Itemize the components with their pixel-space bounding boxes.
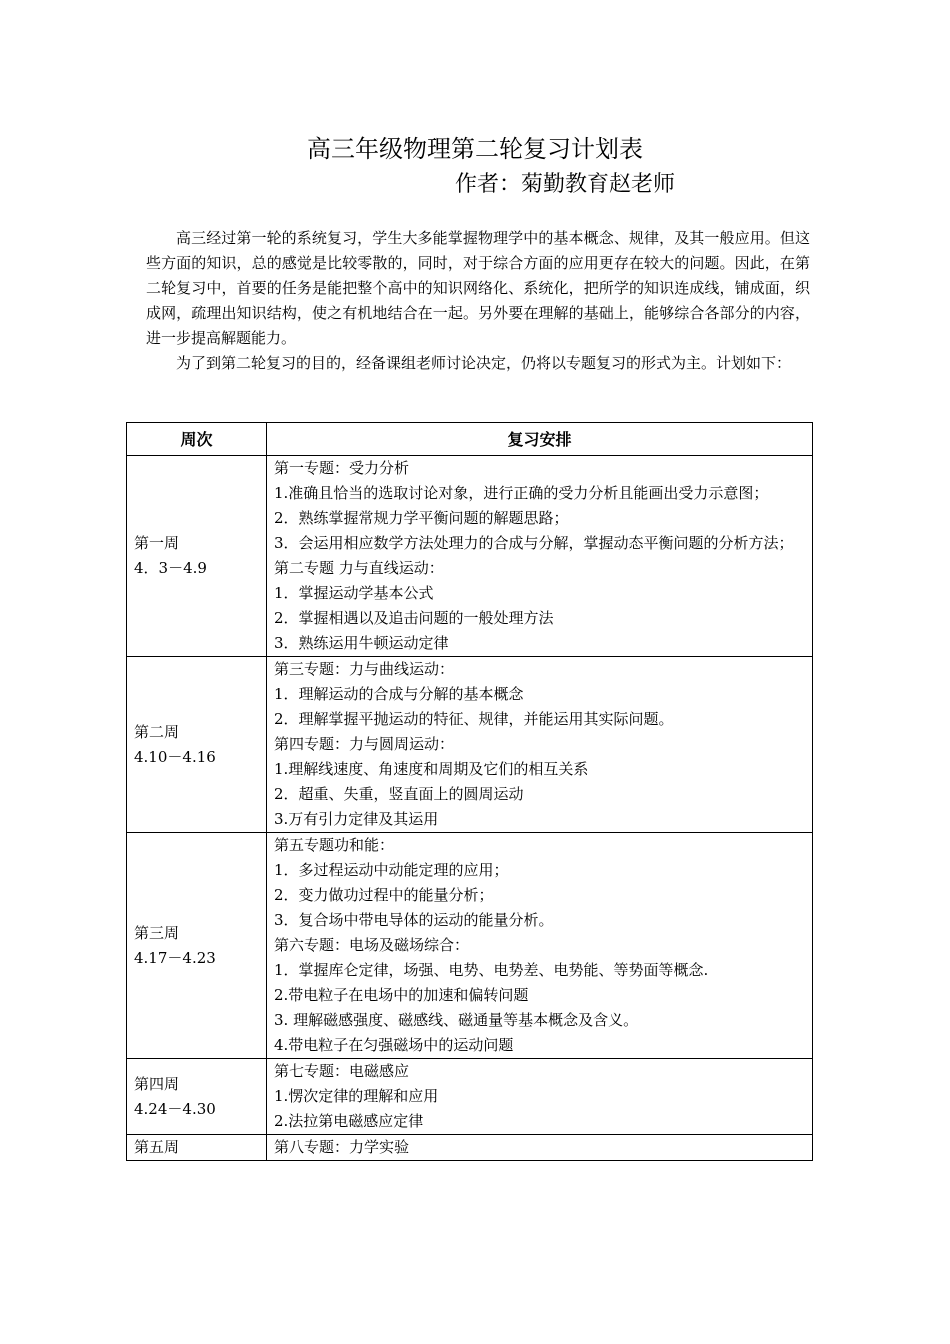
arrangement-line: 第三专题：力与曲线运动： (274, 660, 455, 678)
week-label: 第四周 (134, 1074, 180, 1093)
arrangement-line: 2．掌握相遇以及追击问题的一般处理方法 (274, 609, 554, 627)
table-row (127, 833, 813, 1059)
arrangement-line: 第五专题功和能： (274, 836, 395, 854)
arrangement-line: 3．复合场中带电导体的运动的能量分析。 (274, 911, 554, 929)
arrangement-line: 1．掌握库仑定律，场强、电势、电势差、电势能、等势面等概念. (274, 961, 709, 979)
arrangement-line: 2.带电粒子在电场中的加速和偏转问题 (274, 986, 529, 1004)
arrangement-cell (267, 1135, 813, 1161)
week-label: 第三周 (134, 923, 180, 942)
arrangement-line: 1.理解线速度、角速度和周期及它们的相互关系 (274, 760, 589, 778)
header-week: 周次 (127, 423, 267, 456)
arrangement-cell (267, 833, 813, 1059)
arrangement-line: 1．理解运动的合成与分解的基本概念 (274, 685, 524, 703)
arrangement-line: 3. 理解磁感强度、磁感线、磁通量等基本概念及含义。 (274, 1011, 639, 1029)
arrangement-cell (267, 657, 813, 833)
arrangement-line: 1.愣次定律的理解和应用 (274, 1087, 439, 1105)
week-cell (127, 1059, 267, 1135)
arrangement-line: 1．多过程运动中动能定理的应用； (274, 861, 509, 879)
arrangement-line: 第二专题 力与直线运动： (274, 559, 444, 577)
week-dates: 4.24－4.30 (134, 1099, 216, 1118)
week-cell (127, 833, 267, 1059)
document-author: 作者：菊勤教育赵老师 (455, 172, 676, 197)
arrangement-line: 2.法拉第电磁感应定律 (274, 1112, 424, 1130)
table-row (127, 1135, 813, 1161)
arrangement-line: 2．超重、失重，竖直面上的圆周运动 (274, 785, 524, 803)
table-row (127, 456, 813, 657)
week-label: 第二周 (134, 722, 180, 741)
intro-section (146, 226, 810, 376)
arrangement-line: 3．熟练运用牛顿运动定律 (274, 634, 449, 652)
week-dates: 4.10－4.16 (134, 747, 216, 766)
week-cell (127, 1135, 267, 1161)
table-row (127, 1059, 813, 1135)
table-row (127, 657, 813, 833)
arrangement-line: 第六专题：电场及磁场综合： (274, 936, 470, 954)
arrangement-line: 1．掌握运动学基本公式 (274, 584, 434, 602)
arrangement-line: 4.带电粒子在匀强磁场中的运动问题 (274, 1036, 514, 1054)
arrangement-line: 3．会运用相应数学方法处理力的合成与分解，掌握动态平衡问题的分析方法； (274, 534, 794, 552)
arrangement-line: 第四专题：力与圆周运动： (274, 735, 455, 753)
week-dates: 4.17－4.23 (134, 948, 216, 967)
intro-paragraph: 为了到第二轮复习的目的，经备课组老师讨论决定，仍将以专题复习的形式为主。计划如下： (176, 354, 792, 372)
arrangement-line: 3.万有引力定律及其运用 (274, 810, 439, 828)
arrangement-line: 1.准确且恰当的选取讨论对象，进行正确的受力分析且能画出受力示意图； (274, 484, 769, 502)
intro-paragraph: 高三经过第一轮的系统复习，学生大多能掌握物理学中的基本概念、规律，及其一般应用。但这些方面的知识，总的感觉是比较零散的，同时，对于综合方面的应用更存在较大的问题。因此，在第二轮复习中，首要的任务是能把整个高中的知识网络化、系统化，把所学的知识连成线，铺成面，织成网，疏理出知识结构，使之有机地结合在一起。另外要在理解的基础上，能够综合各部分的内容，进一步提高解题能力。 (146, 229, 810, 347)
document-title: 高三年级物理第二轮复习计划表 (307, 135, 643, 163)
arrangement-line: 2．熟练掌握常规力学平衡问题的解题思路； (274, 509, 569, 527)
arrangement-line: 第八专题：力学实验 (274, 1138, 410, 1156)
table-header-row (127, 423, 813, 456)
arrangement-line: 第一专题：受力分析 (274, 459, 410, 477)
week-label: 第五周 (134, 1138, 180, 1156)
week-cell (127, 657, 267, 833)
week-cell (127, 456, 267, 657)
review-plan-table (126, 422, 813, 1161)
arrangement-line: 2．变力做功过程中的能量分析； (274, 886, 494, 904)
week-dates: 4．3－4.9 (134, 559, 207, 577)
arrangement-line: 第七专题：电磁感应 (274, 1062, 410, 1080)
arrangement-cell (267, 1059, 813, 1135)
arrangement-line: 2．理解掌握平抛运动的特征、规律，并能运用其实际问题。 (274, 710, 674, 728)
week-label: 第一周 (134, 534, 180, 552)
arrangement-cell (267, 456, 813, 657)
header-arrangement: 复习安排 (267, 423, 813, 456)
